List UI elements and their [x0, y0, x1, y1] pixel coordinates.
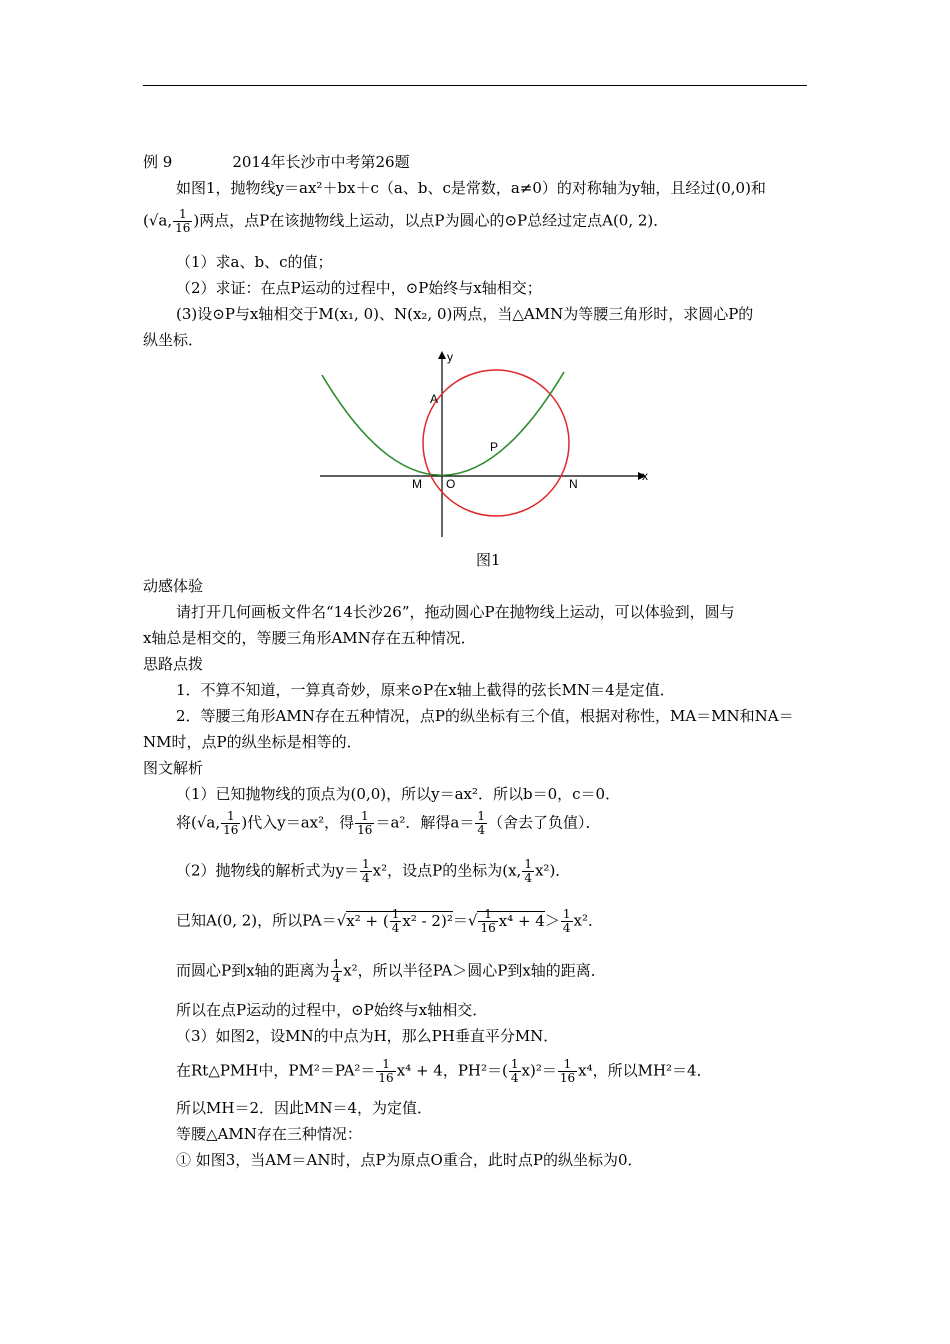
- example-heading: 例 9 2014年长沙市中考第26题: [143, 153, 410, 171]
- label-p: P: [490, 440, 499, 454]
- label-m: M: [412, 477, 422, 491]
- section-hints: 思路点拨: [143, 655, 204, 673]
- solution-3-triangle: 在Rt△PMH中，PM²＝PA²＝ $\frac{1}{16}$ x⁴ + 4，PH²＝( $\frac{1}{4}$ x)²＝ $\frac{1}{16}$ x⁴，所以MH²＝4．: [176, 1057, 712, 1085]
- label-a: A: [430, 392, 439, 406]
- hint-1: 1．不算不知道，一算真奇妙，原来⊙P在x轴上截得的弦长MN＝4是定值．: [176, 681, 675, 699]
- problem-line-2: (√a, $\frac{1}{16}$ )两点，点P在该抛物线上运动，以点P为圆心的⊙P总经过定点A(0, 2)．: [143, 207, 669, 235]
- parabola: [322, 372, 564, 475]
- question-1: （1）求a、b、c的值；: [176, 253, 333, 271]
- figure-1: [300, 345, 660, 545]
- y-axis-arrow-icon: [438, 351, 446, 359]
- hint-2: 2．等腰三角形AMN存在五种情况，点P的纵坐标有三个值，根据对称性，MA＝MN和NA＝: [176, 707, 794, 725]
- question-2: （2）求证：在点P运动的过程中，⊙P始终与x轴相交；: [176, 279, 542, 297]
- problem-line-1: 如图1，抛物线y＝ax²＋bx＋c（a、b、c是常数，a≠0）的对称轴为y轴，且经过(0,0)和: [176, 179, 766, 197]
- hint-2-cont: NM时，点P的纵坐标是相等的．: [143, 733, 362, 751]
- solution-1-substitute: 将(√a, $\frac{1}{16}$ )代入y＝ax²，得 $\frac{1}{16}$ ＝a²．解得a＝ $\frac{1}{4}$ （舍去了负值）．: [176, 809, 601, 837]
- dynamic-line-2: x轴总是相交的，等腰三角形AMN存在五种情况．: [143, 629, 476, 647]
- solution-2-conclusion: 所以在点P运动的过程中，⊙P始终与x轴相交．: [176, 1001, 488, 1019]
- label-y: y: [447, 350, 453, 364]
- section-dynamic: 动感体验: [143, 577, 204, 595]
- label-x: x: [642, 469, 648, 483]
- label-o: O: [446, 477, 456, 491]
- label-n: N: [569, 477, 578, 491]
- header-rule: [143, 85, 807, 86]
- solution-2-distance: 已知A(0, 2)，所以PA＝√x² + ( $\frac{1}{4}$ x² - 2)²＝√ $\frac{1}{16}$ x⁴ + 4＞ $\frac{1}{4}$ x²．: [176, 907, 603, 935]
- solution-3-cases: 等腰△AMN存在三种情况：: [176, 1125, 362, 1143]
- section-analysis: 图文解析: [143, 759, 204, 777]
- question-3-cont: 纵坐标．: [143, 331, 204, 349]
- question-3: (3)设⊙P与x轴相交于M(x₁, 0)、N(x₂, 0)两点，当△AMN为等腰三角形时，求圆心P的: [176, 305, 754, 323]
- solution-3-chord: 所以MH＝2．因此MN＝4，为定值．: [176, 1099, 433, 1117]
- solution-2-radius: 而圆心P到x轴的距离为 $\frac{1}{4}$ x²，所以半径PA＞圆心P到x轴的距离．: [176, 957, 606, 985]
- solution-1: （1）已知抛物线的顶点为(0,0)，所以y＝ax²．所以b＝0，c＝0．: [176, 785, 621, 803]
- solution-3-intro: （3）如图2，设MN的中点为H，那么PH垂直平分MN．: [176, 1027, 559, 1045]
- solution-2-expression: （2）抛物线的解析式为y＝ $\frac{1}{4}$ x²，设点P的坐标为(x, $\frac{1}{4}$ x²)．: [176, 857, 571, 885]
- figure-caption: 图1: [476, 551, 501, 569]
- solution-3-case-1: ① 如图3，当AM＝AN时，点P为原点O重合，此时点P的纵坐标为0．: [176, 1151, 643, 1169]
- dynamic-line-1: 请打开几何画板文件名“14长沙26”，拖动圆心P在抛物线上运动，可以体验到，圆与: [176, 603, 735, 621]
